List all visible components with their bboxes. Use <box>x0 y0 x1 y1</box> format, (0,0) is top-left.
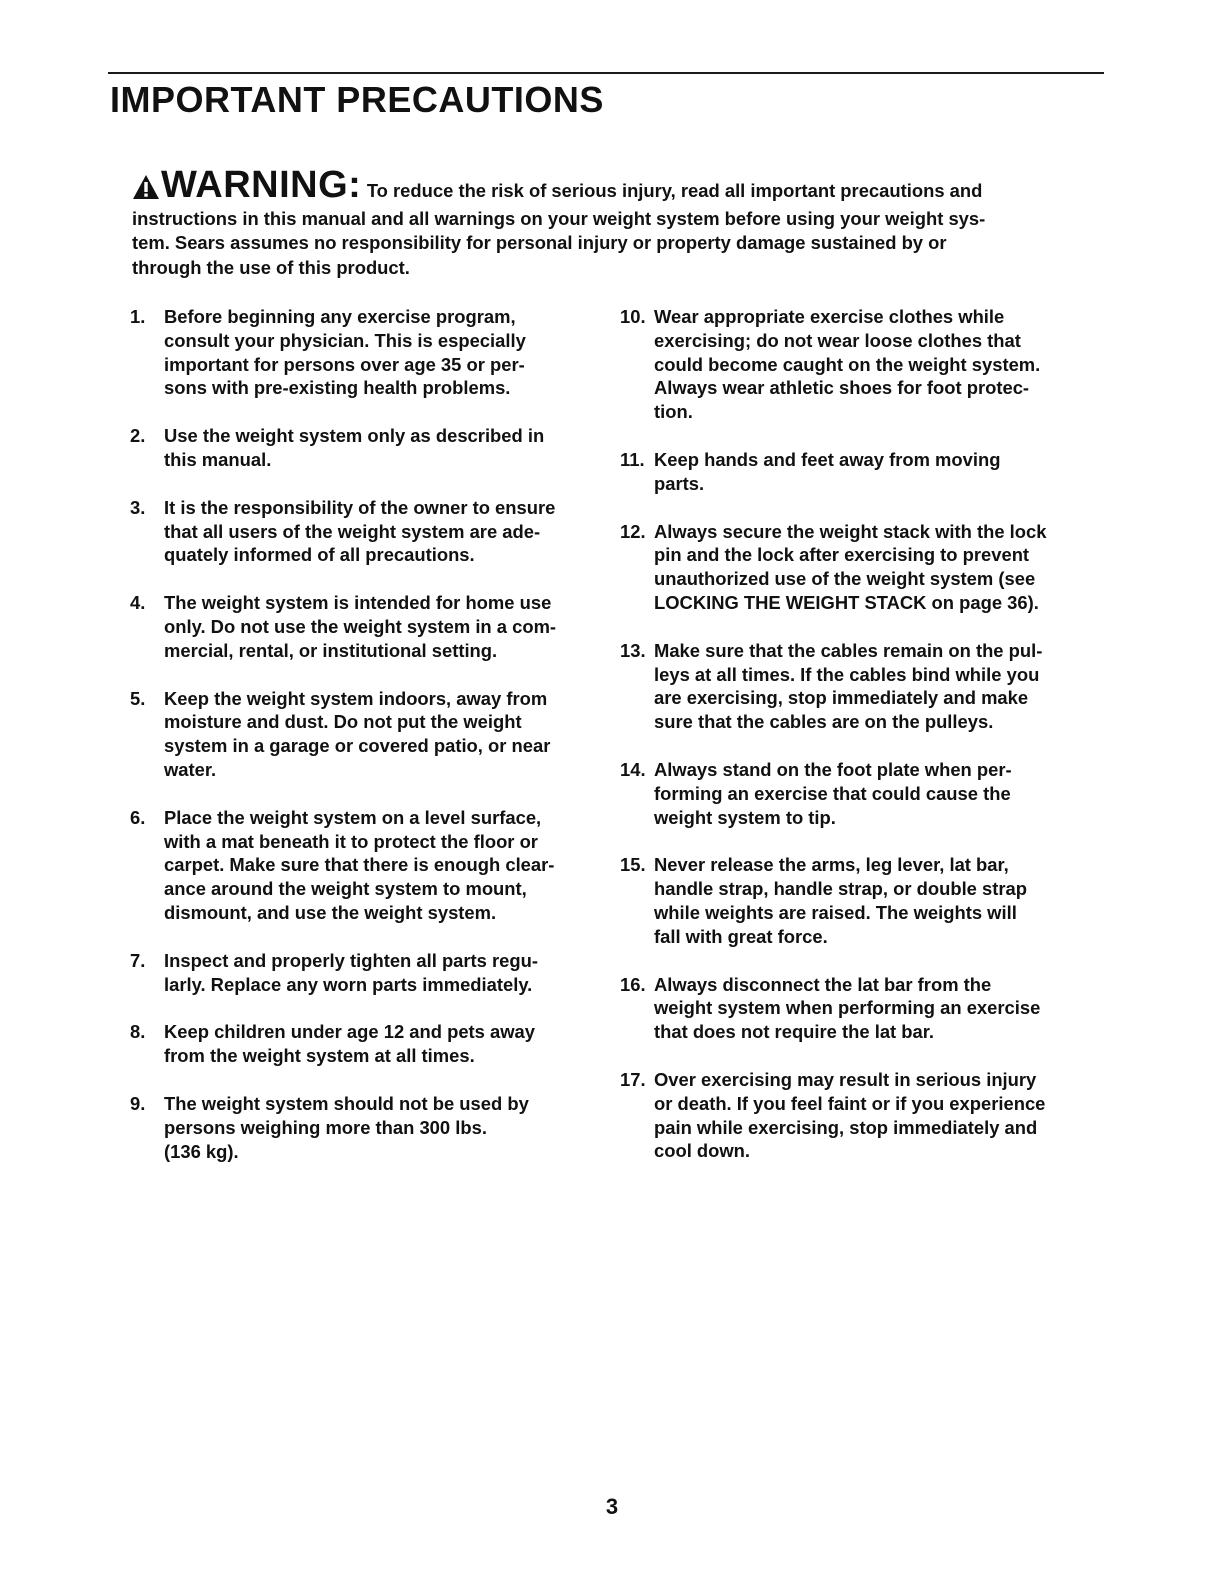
item-number: 12. <box>620 520 646 542</box>
item-text: The weight system is intended for home use only. Do not use the weight system in a com- mercial, rental, or institutional setting. <box>164 592 557 661</box>
item-text: Always disconnect the lat bar from the weight system when performing an exercise that does not require the lat bar. <box>654 973 1041 1043</box>
item-text: Place the weight system on a level surface, with a mat beneath it to protect the floor or carpet. Make sure that there is enough clear- ance around the weight system to mount, dismount, and use the weight system. <box>164 806 555 923</box>
page-number: 3 <box>605 1494 619 1519</box>
item-text: Before beginning any exercise program, consult your physician. This is especially important for persons over age 35 or per- sons with pre-existing health problems. <box>164 306 526 399</box>
item-number: 2. <box>130 425 146 447</box>
precaution-item <box>130 1020 600 1068</box>
item-text: Inspect and properly tighten all parts regu- larly. Replace any worn parts immediately. <box>164 949 538 995</box>
warning-triangle-icon <box>132 174 160 207</box>
precaution-item <box>130 806 600 925</box>
item-number: 1. <box>130 306 146 327</box>
precaution-item <box>130 949 600 997</box>
item-number: 10. <box>620 306 646 327</box>
precaution-item <box>130 1092 600 1163</box>
item-text: Always stand on the foot plate when per- forming an exercise that could cause the weight system to tip. <box>654 758 1012 828</box>
item-text: Never release the arms, leg lever, lat bar, handle strap, handle strap, or double strap while weights are raised. The weights will fall with great force. <box>654 854 1027 947</box>
precaution-item <box>620 973 1090 1044</box>
item-number: 13. <box>620 639 646 661</box>
precaution-item <box>620 639 1090 734</box>
item-number: 6. <box>130 806 146 828</box>
precaution-item <box>130 591 600 662</box>
warning-colon: : <box>348 164 361 206</box>
precaution-item <box>620 853 1090 948</box>
item-number: 9. <box>130 1092 146 1114</box>
item-number: 16. <box>620 973 646 995</box>
item-text: Wear appropriate exercise clothes while exercising; do not wear loose clothes that could become caught on the weight system. Always wear athletic shoes for foot protec- tion. <box>654 306 1041 423</box>
warning-block <box>132 164 1082 280</box>
warning-heading-line <box>132 164 1082 207</box>
page-title: IMPORTANT PRECAUTIONS <box>110 79 604 120</box>
title-rule <box>108 72 1104 74</box>
item-number: 15. <box>620 854 646 876</box>
item-text: Always secure the weight stack with the lock pin and the lock after exercising to prevent unauthorized use of the weight system (see LOCKING THE WEIGHT STACK on page 36). <box>654 520 1047 613</box>
precaution-item <box>620 520 1090 615</box>
precaution-item <box>130 687 600 782</box>
precautions-right-column <box>620 305 1090 1187</box>
precaution-item <box>620 305 1090 424</box>
item-text: Keep the weight system indoors, away from moisture and dust. Do not put the weight system in a garage or covered patio, or near water. <box>164 687 551 780</box>
item-text: Make sure that the cables remain on the pul- leys at all times. If the cables bind while you are exercising, stop immediately and make sure that the cables are on the pulleys. <box>654 639 1043 733</box>
item-number: 17. <box>620 1068 646 1090</box>
item-number: 4. <box>130 592 146 614</box>
item-text: It is the responsibility of the owner to ensure that all users of the weight system are ade- quately informed of all precautions. <box>164 496 556 566</box>
item-text: Over exercising may result in serious injury or death. If you feel faint or if you experience pain while exercising, stop immediately and cool down. <box>654 1068 1046 1162</box>
precaution-item <box>620 758 1090 829</box>
precaution-item <box>130 496 600 567</box>
warning-text: instructions in this manual and all warnings on your weight system before using your weight sys- tem. Sears assumes no responsibility for personal injury or property damage sustained by or through the use of this product. <box>132 207 986 278</box>
item-number: 3. <box>130 496 146 518</box>
item-text: The weight system should not be used by persons weighing more than 300 lbs. (136 kg). <box>164 1092 529 1162</box>
precaution-item <box>130 424 600 472</box>
warning-label: WARNING <box>161 164 349 206</box>
item-text: Use the weight system only as described in this manual. <box>164 425 545 470</box>
item-number: 5. <box>130 687 146 709</box>
item-number: 8. <box>130 1021 146 1043</box>
precaution-item <box>620 448 1090 496</box>
precautions-left-column <box>130 305 600 1187</box>
precaution-item <box>620 1068 1090 1163</box>
item-number: 7. <box>130 949 146 971</box>
precaution-item <box>130 305 600 400</box>
item-number: 14. <box>620 758 646 780</box>
item-number: 11. <box>620 448 645 470</box>
item-text: Keep hands and feet away from moving parts. <box>654 448 1001 494</box>
warning-text-first-line: To reduce the risk of serious injury, read all important precautions and <box>366 180 983 201</box>
item-text: Keep children under age 12 and pets away from the weight system at all times. <box>164 1021 536 1067</box>
